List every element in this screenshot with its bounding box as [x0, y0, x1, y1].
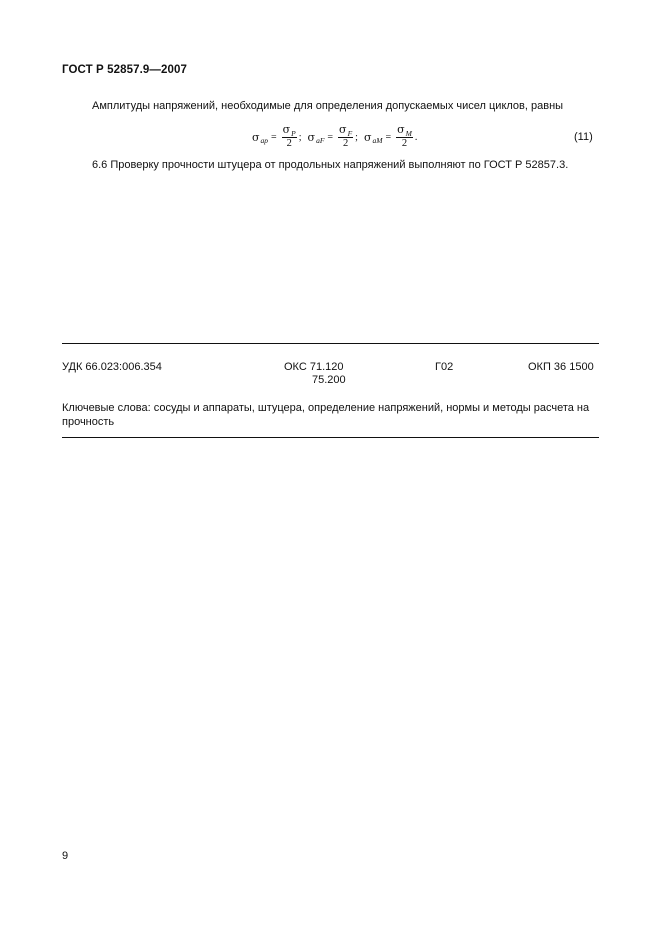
fraction-2-numerator-symbol: σ: [339, 123, 347, 136]
formula-term-2-symbol: σ: [307, 130, 316, 144]
udk-code: УДК 66.023:006.354: [62, 361, 162, 373]
fraction-2-numerator-subscript: F: [347, 129, 353, 138]
formula-fraction-3: [396, 125, 413, 149]
fraction-3-numerator-subscript: M: [405, 129, 412, 138]
divider-top: [62, 343, 599, 344]
formula-term-1-subscript: ap: [260, 135, 269, 145]
formula-term-1-symbol: σ: [252, 130, 260, 144]
classification-group: Г02: [435, 361, 454, 373]
keywords-line: Ключевые слова: сосуды и аппараты, штуцера, определение напряжений, нормы и методы расчета на прочность: [62, 402, 590, 428]
formula-term-3-subscript: aM: [372, 135, 383, 145]
formula-term-3-symbol: σ: [363, 130, 372, 144]
fraction-2-denominator: 2: [342, 138, 349, 149]
formula-separator-3: .: [414, 131, 418, 143]
fraction-3-numerator-symbol: σ: [397, 123, 405, 136]
formula-separator-1: ;: [298, 131, 302, 143]
formula-separator-2: ;: [355, 131, 358, 143]
fraction-1-numerator-subscript: P: [291, 129, 296, 138]
formula-fraction-1: [282, 125, 297, 149]
oks-code-line2: 75.200: [312, 374, 346, 386]
oks-code-line1: ОКС 71.120: [284, 361, 344, 373]
formula-fraction-2: [338, 125, 353, 149]
equation-number: (11): [574, 131, 593, 143]
formula-equals-1: =: [271, 131, 277, 143]
document-header-code: ГОСТ Р 52857.9—2007: [62, 64, 187, 76]
divider-bottom: [62, 437, 599, 438]
fraction-1-numerator-symbol: σ: [282, 123, 291, 136]
formula-11: [252, 124, 423, 150]
formula-equals-2: =: [327, 131, 334, 143]
formula-term-2-subscript: aF: [316, 135, 325, 145]
fraction-3-denominator: 2: [401, 138, 408, 149]
page-number: 9: [62, 850, 69, 862]
paragraph-6-6: 6.6 Проверку прочности штуцера от продольных напряжений выполняют по ГОСТ Р 52857.3.: [92, 159, 569, 171]
paragraph-amplitudes: Амплитуды напряжений, необходимые для определения допускаемых чисел циклов, равны: [92, 100, 564, 112]
okp-code: ОКП 36 1500: [528, 361, 594, 373]
formula-equals-3: =: [385, 131, 392, 143]
fraction-1-denominator: 2: [286, 138, 292, 149]
